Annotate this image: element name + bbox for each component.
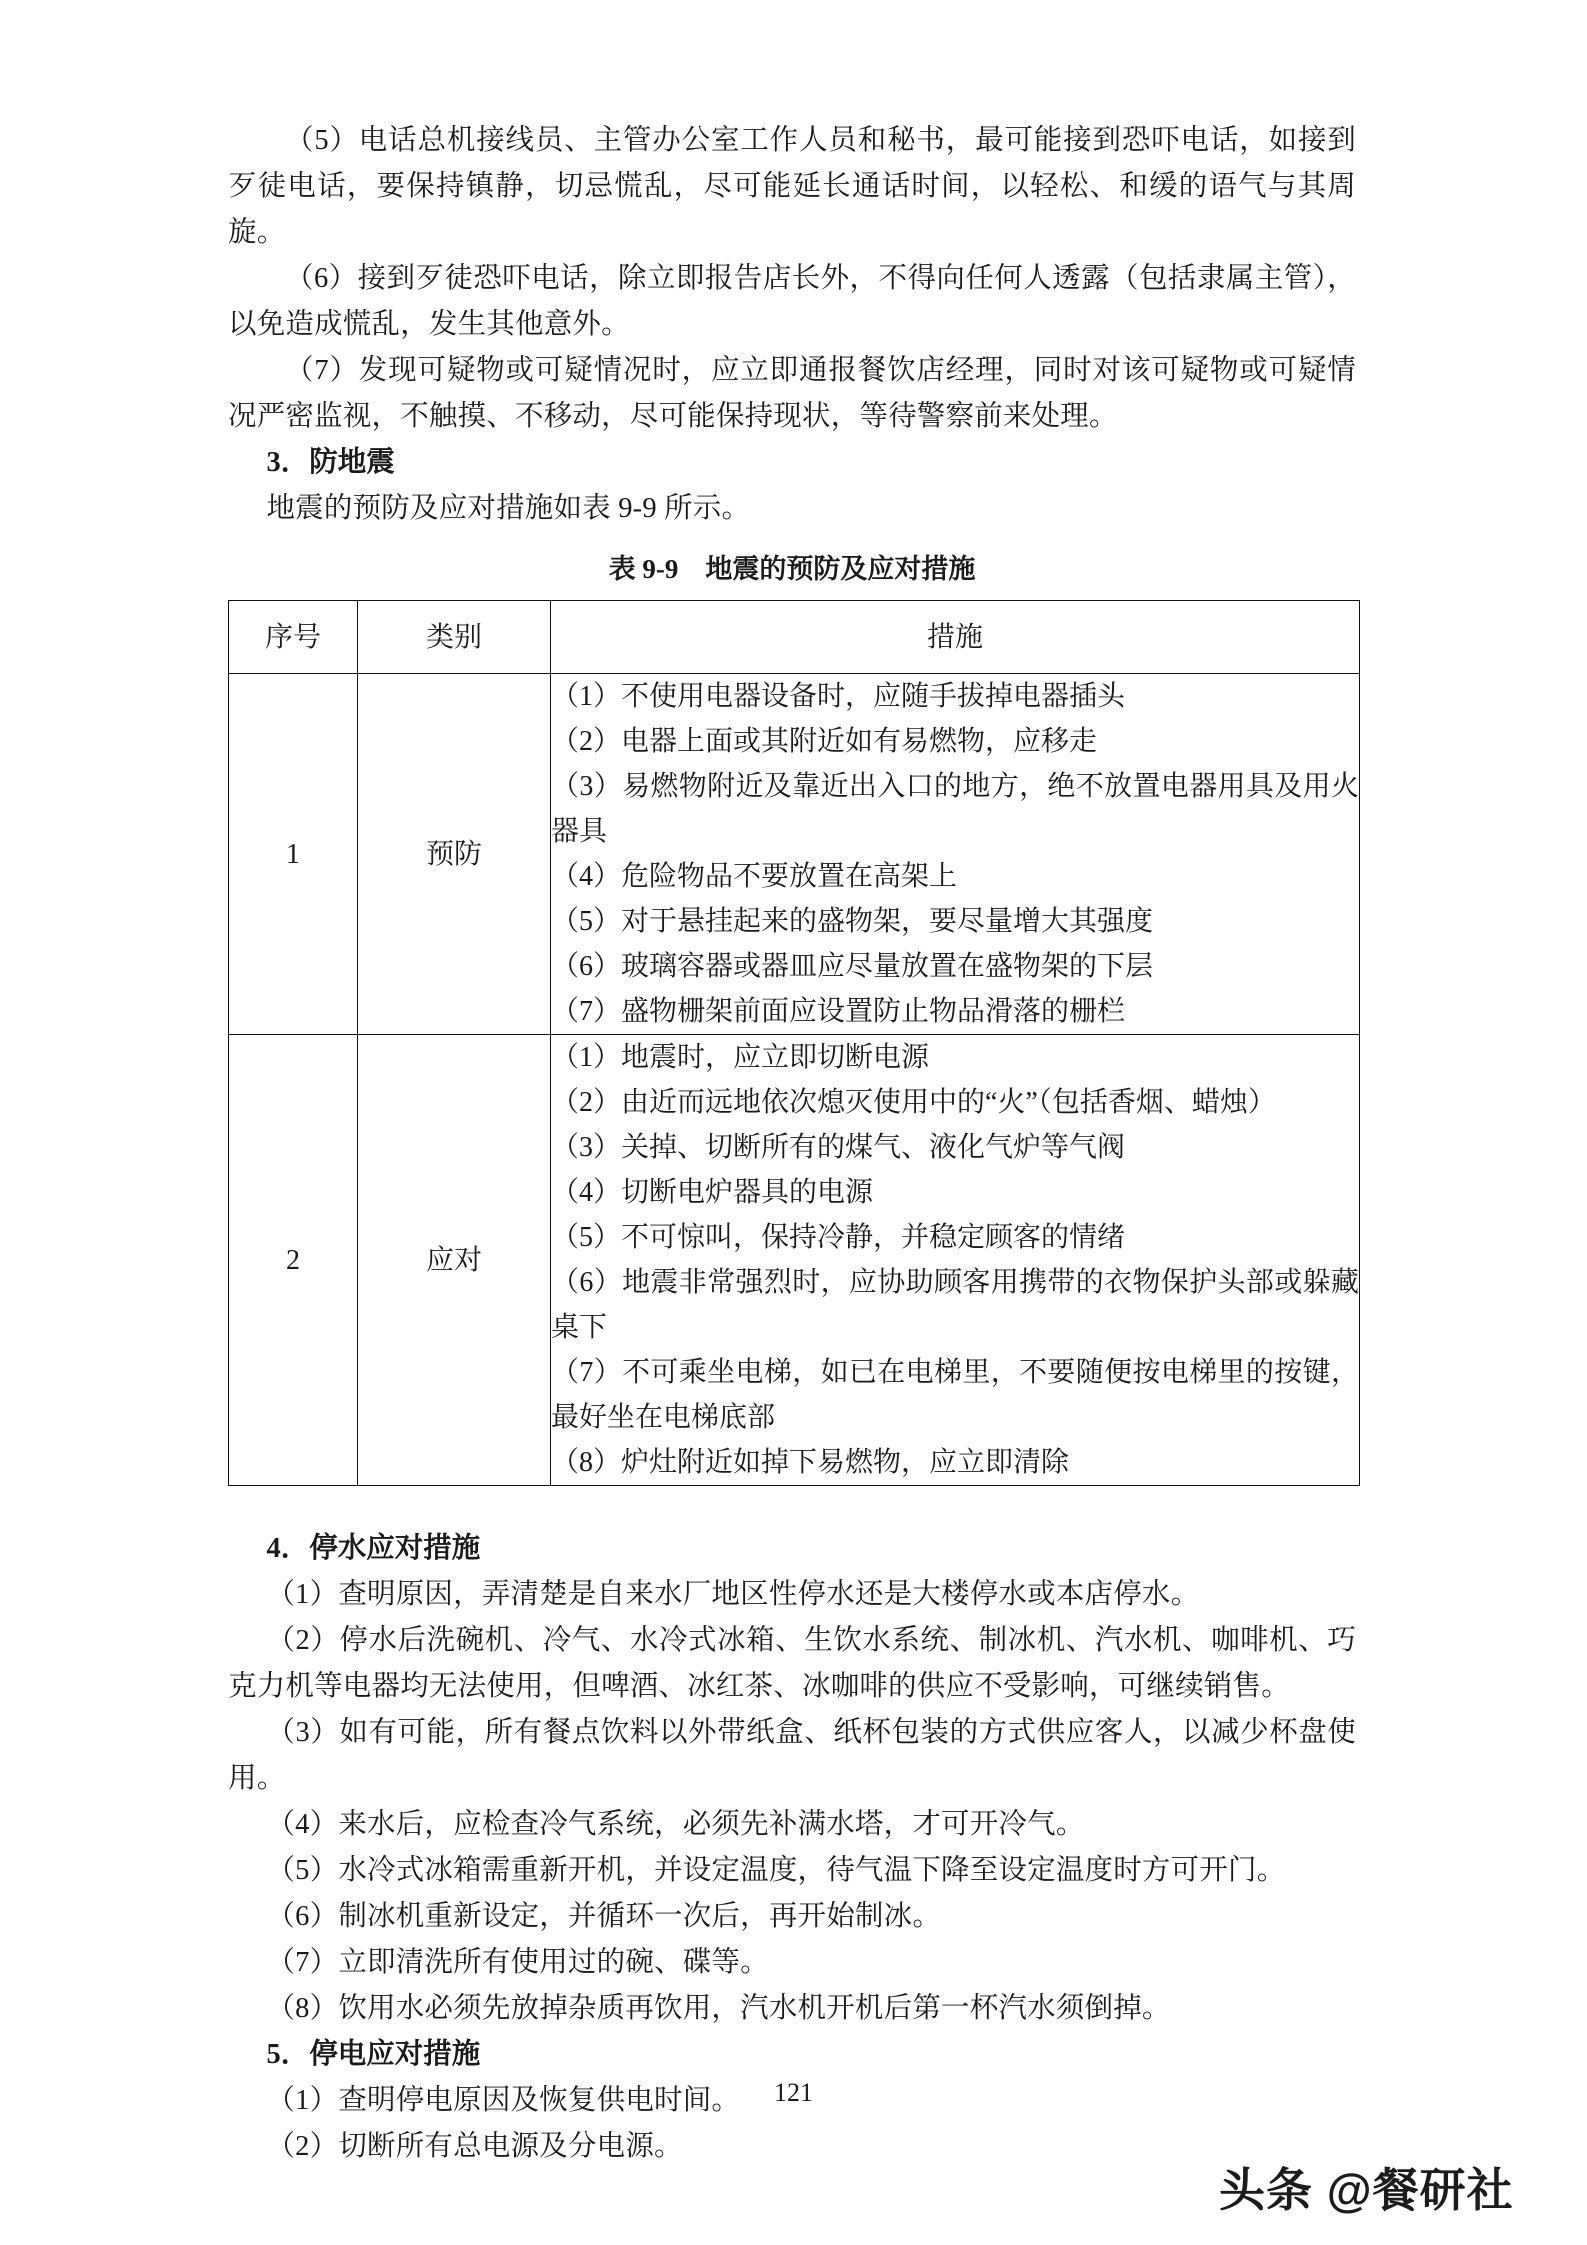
measure-item: （5）对于悬挂起来的盛物架，要尽量增大其强度 [551,906,1154,937]
measure-item: （4）切断电炉器具的电源 [551,1177,874,1208]
measure-item: （6）地震非常强烈时，应协助顾客用携带的衣物保护头部或躲藏桌下 [551,1267,1359,1343]
section-4-item-8: （8）饮用水必须先放掉杂质再饮用，汽水机开机后第一杯汽水须倒掉。 [266,1993,1171,2024]
measure-item: （2）电器上面或其附近如有易燃物，应移走 [551,726,1098,757]
intro-item-6: （6）接到歹徒恐吓电话，除立即报告店长外，不得向任何人透露（包括隶属主管），以免造成慌乱，发生其他意外。 [228,263,1356,340]
row-measures [551,674,1360,1035]
measure-item: （7）不可乘坐电梯，如已在电梯里，不要随便按电梯里的按键，最好坐在电梯底部 [551,1357,1359,1433]
section-4-item-7: （7）立即清洗所有使用过的碗、碟等。 [266,1947,769,1978]
table-row [229,1035,1360,1486]
measure-item: （4）危险物品不要放置在高架上 [551,861,958,892]
section-4-item-3: （3）如有可能，所有餐点饮料以外带纸盒、纸杯包装的方式供应客人，以减少杯盘使用。 [228,1717,1356,1794]
section-4-item-2: （2）停水后洗碗机、冷气、水冷式冰箱、生饮水系统、制冰机、汽水机、咖啡机、巧克力机等电器均无法使用，但啤酒、冰红茶、冰咖啡的供应不受影响，可继续销售。 [228,1625,1356,1702]
page-number: 121 [774,2078,813,2107]
measure-item: （2）由近而远地依次熄灭使用中的“火”（包括香烟、蜡烛） [551,1087,1276,1118]
section-4-item-6: （6）制冰机重新设定，并循环一次后，再开始制冰。 [266,1901,942,1932]
measure-item: （1）不使用电器设备时，应随手拔掉电器插头 [551,681,1126,712]
section-4-item-5: （5）水冷式冰箱需重新开机，并设定温度，待气温下降至设定温度时方可开门。 [266,1855,1286,1886]
section-5-heading: 5．停电应对措施 [266,2039,481,2070]
column-header-category: 类别 [358,601,551,674]
table-row [229,674,1360,1035]
row-seq: 1 [229,674,358,1035]
table-header-row [229,601,1360,674]
measure-item: （1）地震时，应立即切断电源 [551,1042,930,1073]
measure-item: （7）盛物栅架前面应设置防止物品滑落的栅栏 [551,996,1126,1027]
row-category: 应对 [358,1035,551,1486]
section-5-item-2: （2）切断所有总电源及分电源。 [266,2131,683,2162]
column-header-measures: 措施 [551,601,1360,674]
section-5-item-1: （1）查明停电原因及恢复供电时间。 [266,2085,741,2116]
measure-item: （5）不可惊叫，保持冷静，并稳定顾客的情绪 [551,1222,1126,1253]
measure-item: （6）玻璃容器或器皿应尽量放置在盛物架的下层 [551,951,1154,982]
page-content [228,118,1359,2170]
intro-item-7: （7）发现可疑物或可疑情况时，应立即通报餐饮店经理，同时对该可疑物或可疑情况严密监视，不触摸、不移动，尽可能保持现状，等待警察前来处理。 [228,355,1356,432]
column-header-seq: 序号 [229,601,358,674]
watermark-logo: 头条 @餐研社 [1219,2164,1514,2216]
table-spacer [228,1486,1356,1526]
row-seq: 2 [229,1035,358,1486]
intro-item-5: （5）电话总机接线员、主管办公室工作人员和秘书，最可能接到恐吓电话，如接到歹徒电话，要保持镇静，切忌慌乱，尽可能延长通话时间，以轻松、和缓的语气与其周旋。 [228,125,1356,248]
section-4-item-4: （4）来水后，应检查冷气系统，必须先补满水塔，才可开冷气。 [266,1809,1085,1840]
section-3-lead: 地震的预防及应对措施如表 9-9 所示。 [266,493,751,524]
row-category: 预防 [358,674,551,1035]
table-header [229,601,1360,674]
table-caption: 表 9-9 地震的预防及应对措施 [608,554,976,584]
earthquake-measures-table [228,600,1360,1486]
section-4-item-1: （1）查明原因，弄清楚是自来水厂地区性停水还是大楼停水或本店停水。 [266,1579,1200,1610]
measure-item: （3）关掉、切断所有的煤气、液化气炉等气阀 [551,1132,1126,1163]
measure-item: （8）炉灶附近如掉下易燃物，应立即清除 [551,1447,1070,1478]
row-measures [551,1035,1360,1486]
section-4-heading: 4．停水应对措施 [266,1533,481,1564]
table-body [229,674,1360,1486]
measure-item: （3）易燃物附近及靠近出入口的地方，绝不放置电器用具及用火器具 [551,771,1359,847]
section-3-heading: 3．防地震 [266,447,395,478]
